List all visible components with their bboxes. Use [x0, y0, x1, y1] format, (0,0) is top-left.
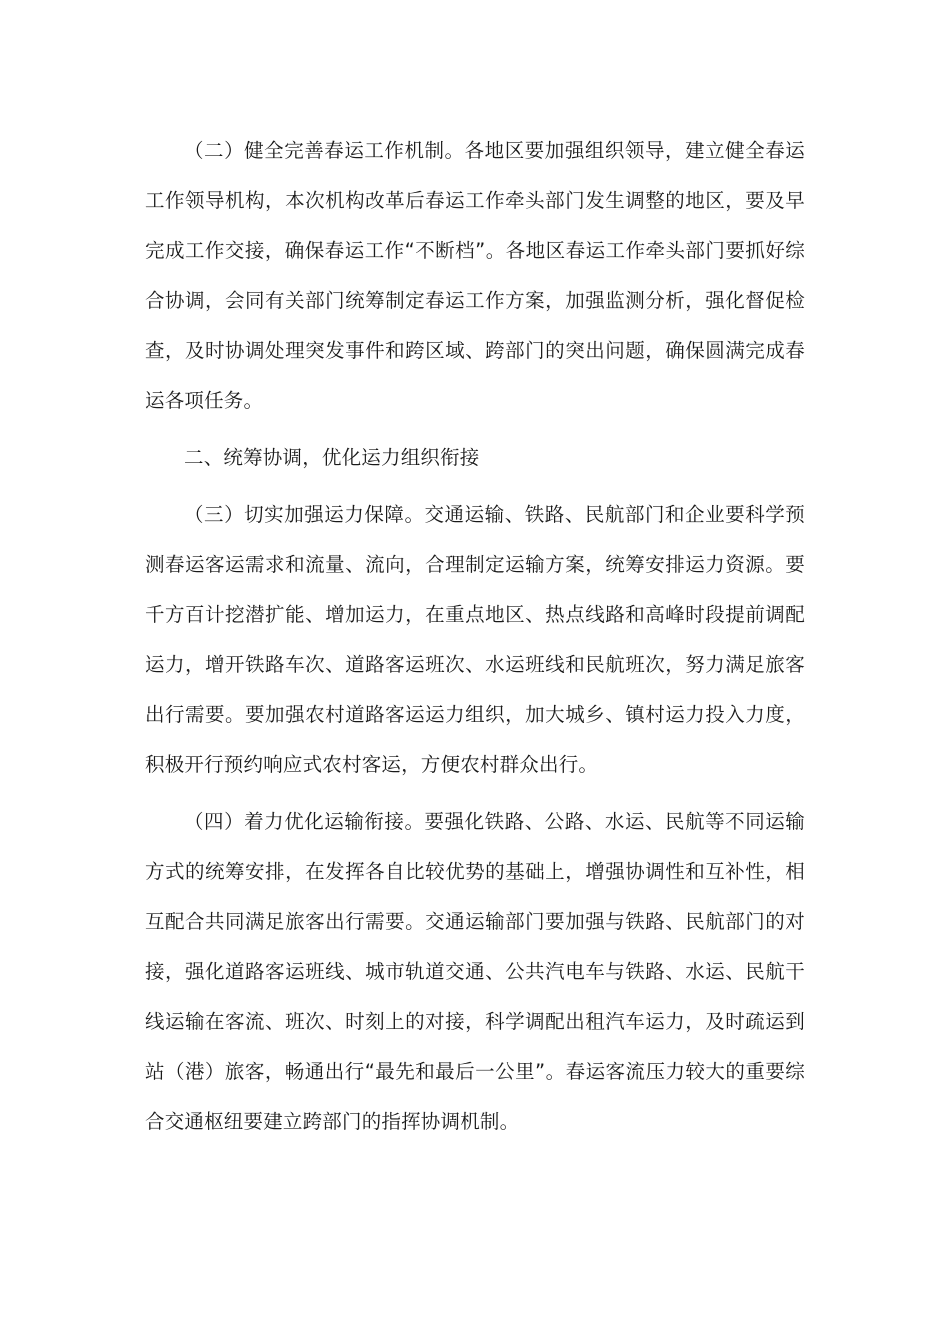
- document-body: [145, 126, 805, 1154]
- section-heading-coordination: 二、统筹协调，优化运力组织衔接: [184, 446, 480, 469]
- paragraph-connection: （四）着力优化运输衔接。要强化铁路、公路、水运、民航等不同运输方式的统筹安排，在发挥各自比较优势的基础上，增强协调性和互补性，相互配合共同满足旅客出行需要。交通运输部门要加强与铁路、民航部门的对接，强化道路客运班线、城市轨道交通、公共汽电车与铁路、水运、民航干线运输在客流、班次、时刻上的对接，科学调配出租汽车运力，及时疏运到站（港）旅客，畅通出行“最先和最后一公里”。春运客流压力较大的重要综合交通枢纽要建立跨部门的指挥协调机制。: [145, 810, 805, 1133]
- paragraph-capacity: （三）切实加强运力保障。交通运输、铁路、民航部门和企业要科学预测春运客运需求和流量、流向，合理制定运输方案，统筹安排运力资源。要千方百计挖潜扩能、增加运力，在重点地区、热点线路和高峰时段提前调配运力，增开铁路车次、道路客运班次、水运班线和民航班次，努力满足旅客出行需要。要加强农村道路客运运力组织，加大城乡、镇村运力投入力度，积极开行预约响应式农村客运，方便农村群众出行。: [145, 503, 805, 776]
- paragraph-mechanism: （二）健全完善春运工作机制。各地区要加强组织领导，建立健全春运工作领导机构，本次机构改革后春运工作牵头部门发生调整的地区，要及早完成工作交接，确保春运工作“不断档”。各地区春运工作牵头部门要抓好综合协调，会同有关部门统筹制定春运工作方案，加强监测分析，强化督促检查，及时协调处理突发事件和跨区域、跨部门的突出问题，确保圆满完成春运各项任务。: [145, 139, 805, 412]
